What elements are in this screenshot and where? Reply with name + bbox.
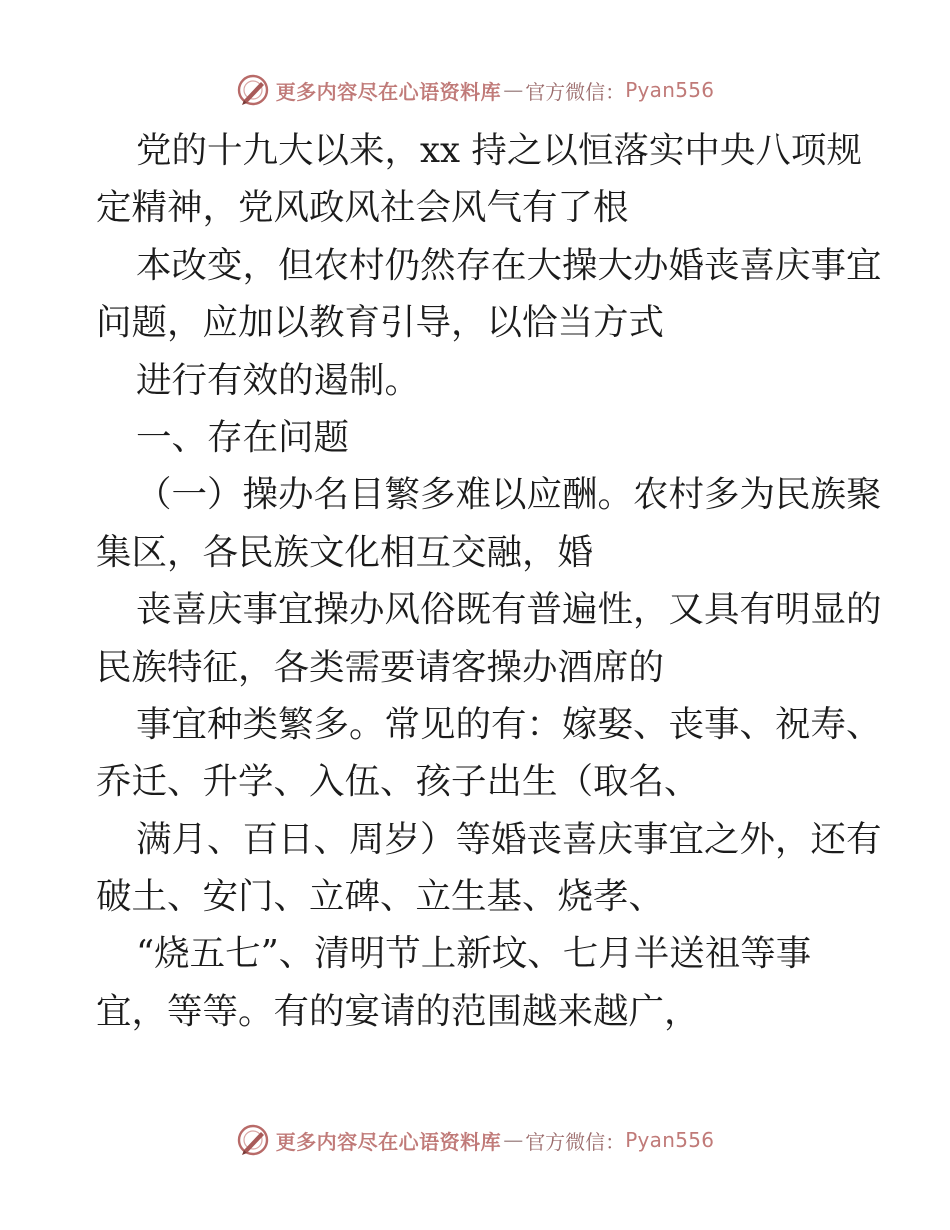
text-line: 进行有效的遏制。 xyxy=(136,359,421,401)
footer-watermark xyxy=(0,1120,950,1160)
text-line: 乔迁、升学、入伍、孩子出生（取名、 xyxy=(96,761,700,803)
watermark-text xyxy=(276,76,715,105)
text-line: “烧五七”、清明节上新坟、七月半送祖等事 xyxy=(136,933,812,975)
text-line: 满月、百日、周岁）等婚丧喜庆事宜之外，还有 xyxy=(136,818,882,860)
text-line: 党的十九大以来，xx 持之以恒落实中央八项规 xyxy=(136,130,862,171)
watermark-separator: — xyxy=(503,78,524,102)
text-line: 民族特征，各类需要请客操办酒席的 xyxy=(96,646,665,688)
document-body xyxy=(96,122,882,1040)
text-line: 破土、安门、立碑、立生基、烧孝、 xyxy=(96,876,665,918)
watermark-contact-id: Pyan556 xyxy=(625,1128,715,1152)
text-line: 问题，应加以教育引导，以恰当方式 xyxy=(96,302,665,344)
text-line: 宜，等等。有的宴请的范围越来越广， xyxy=(96,990,700,1032)
text-line: 丧喜庆事宜操办风俗既有普遍性，又具有明显的 xyxy=(136,589,882,631)
text-line: 事宜种类繁多。常见的有：嫁娶、丧事、祝寿、 xyxy=(136,703,882,745)
text-line: （一）操办名目繁多难以应酬。农村多为民族聚 xyxy=(136,474,882,516)
text-line: 一、存在问题 xyxy=(136,416,350,458)
watermark-contact-label: 官方微信： xyxy=(525,79,626,104)
watermark-brand: 更多内容尽在心语资料库 xyxy=(275,79,502,104)
text-line: 集区，各民族文化相互交融，婚 xyxy=(96,531,594,573)
text-line: 本改变，但农村仍然存在大操大办婚丧喜庆事宜 xyxy=(136,244,882,286)
watermark-text xyxy=(276,1126,715,1155)
watermark-contact-label: 官方微信： xyxy=(525,1129,626,1154)
watermark-contact-id: Pyan556 xyxy=(625,78,715,102)
pen-seal-logo-icon xyxy=(236,1123,270,1157)
watermark-brand: 更多内容尽在心语资料库 xyxy=(275,1129,502,1154)
pen-seal-logo-icon xyxy=(236,73,270,107)
text-line: 定精神，党风政风社会风气有了根 xyxy=(96,187,629,229)
watermark-separator: — xyxy=(503,1128,524,1152)
header-watermark xyxy=(0,70,950,110)
